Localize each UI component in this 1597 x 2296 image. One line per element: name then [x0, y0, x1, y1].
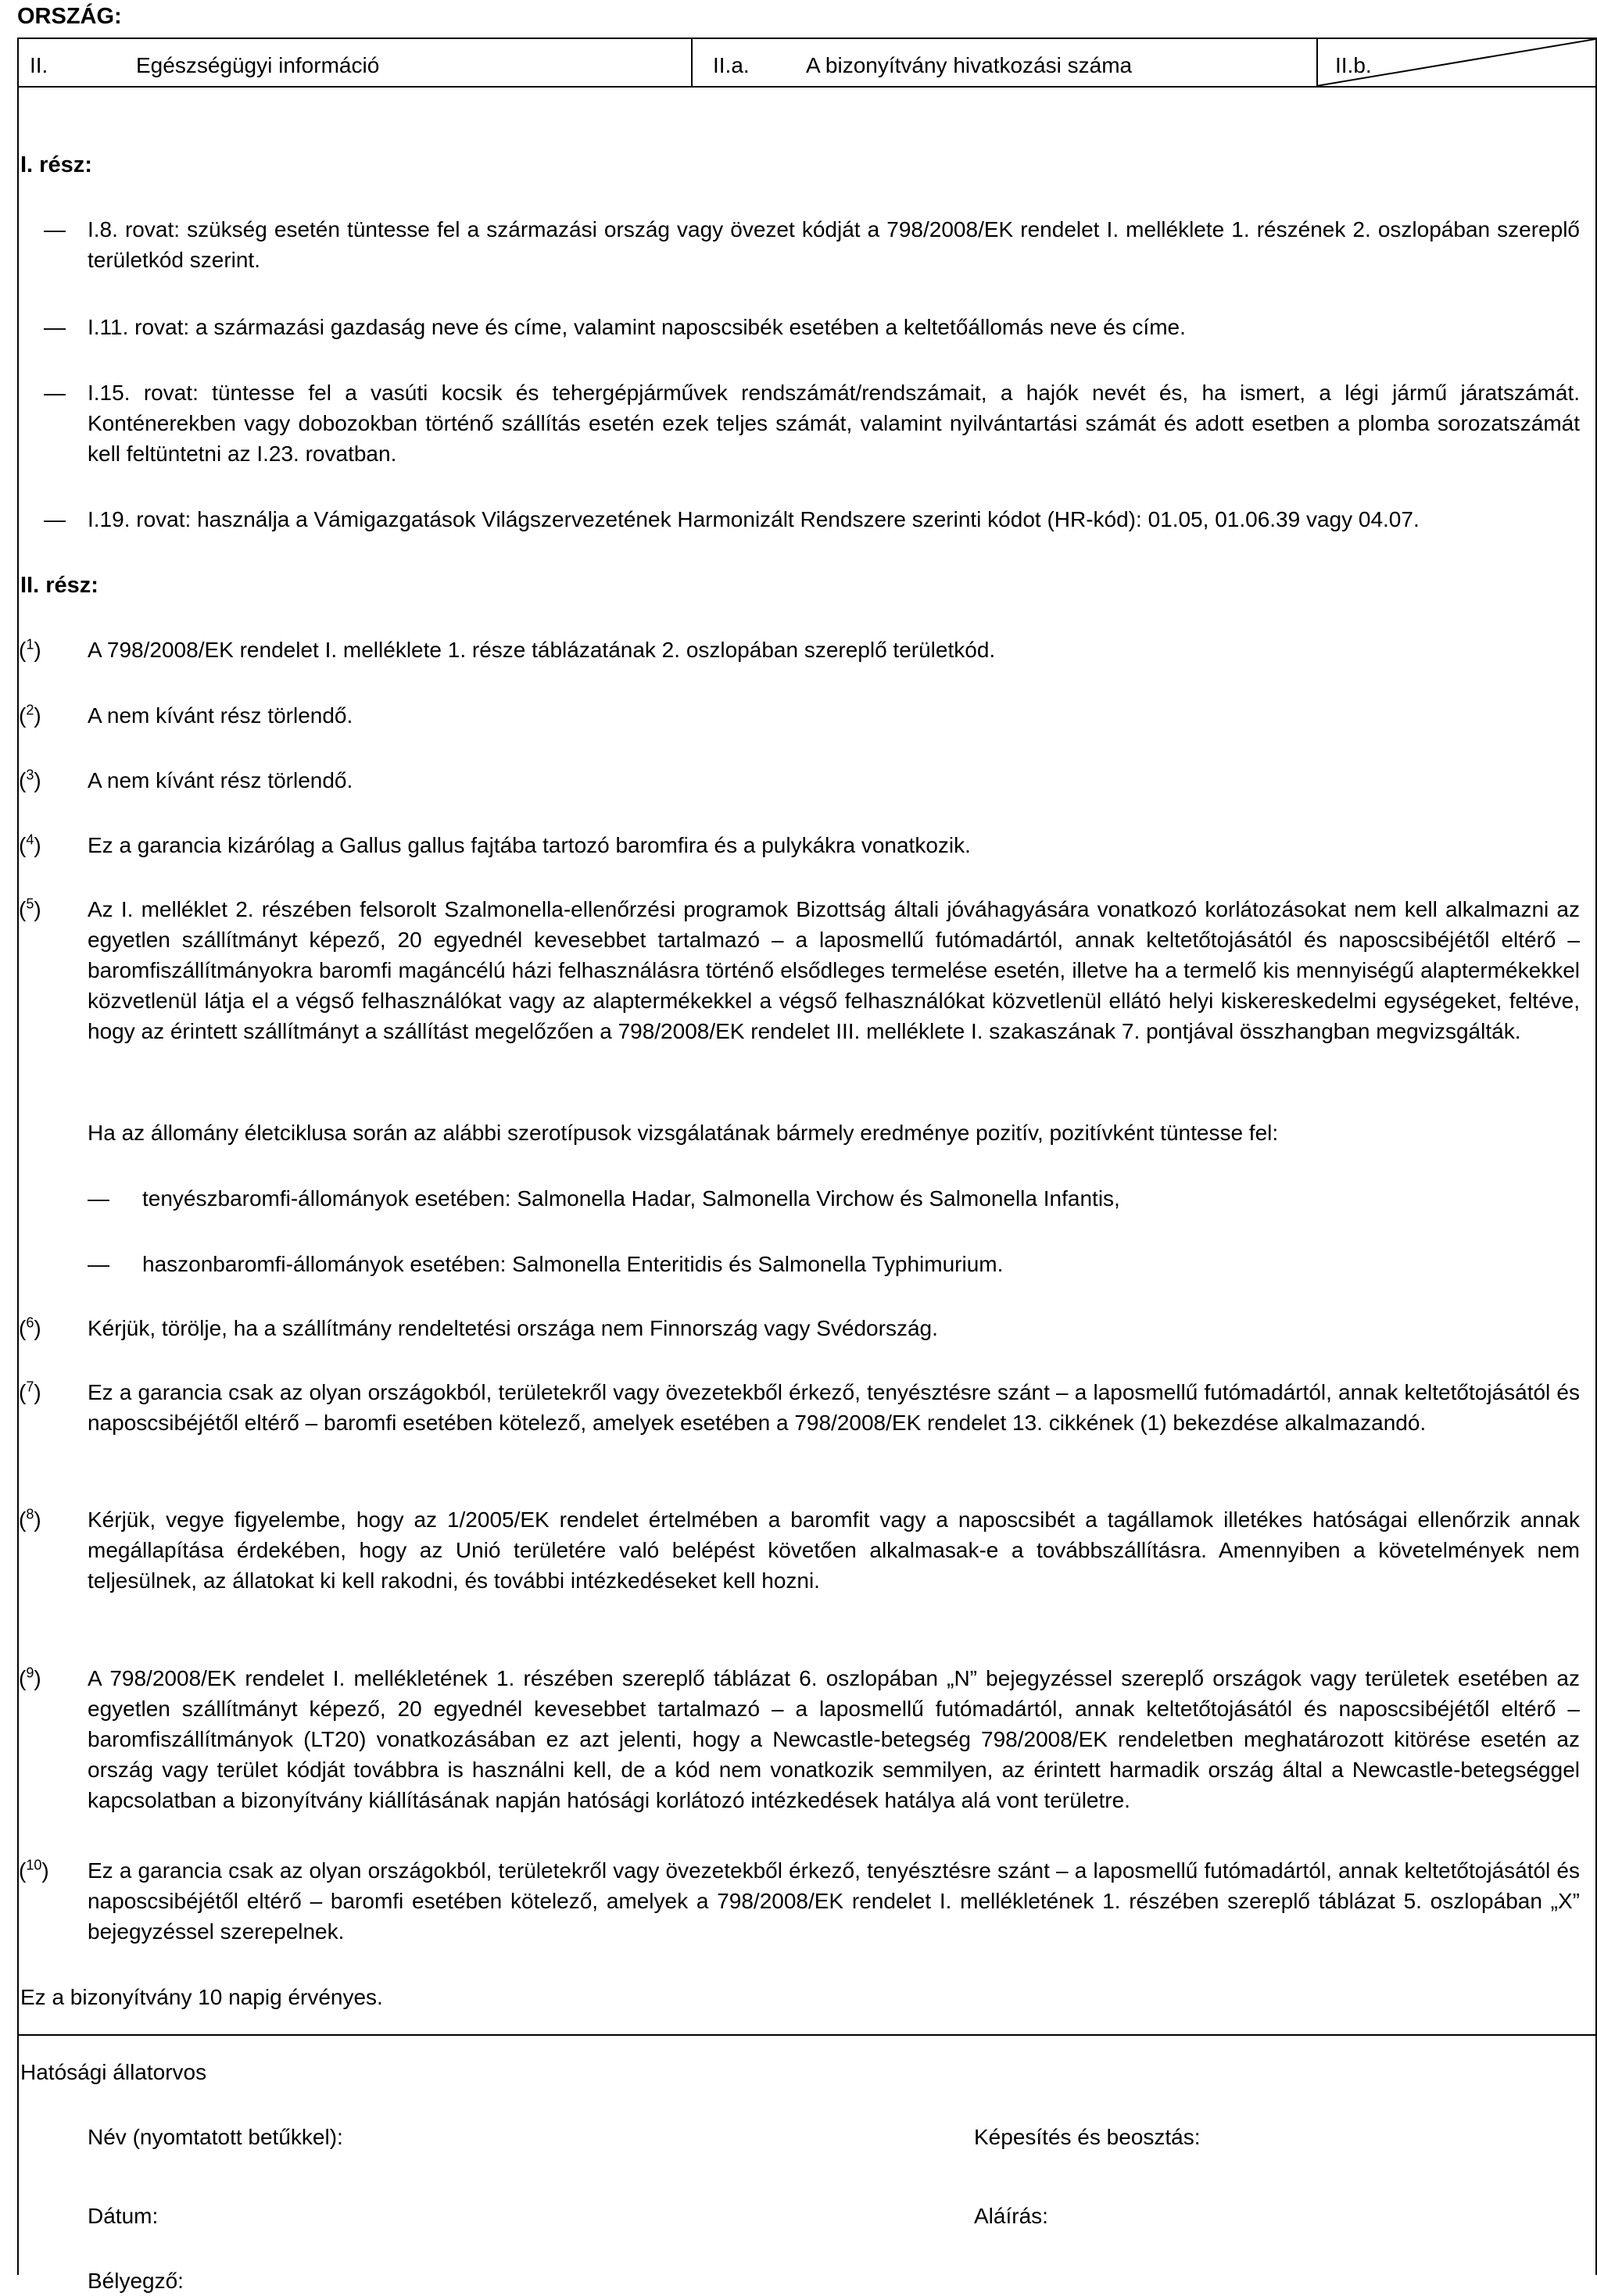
qualification-label: Képesítés és beosztás: [974, 2125, 1201, 2149]
footnote-number: ($^1$) [19, 636, 41, 662]
header-cell-health-info [19, 39, 691, 86]
header-col1-title: Egészségügyi információ [136, 53, 380, 77]
signature-label: Aláírás: [974, 2204, 1048, 2228]
header-diagonal-line [1316, 39, 1595, 86]
serotype-item: haszonbaromfi-állományok esetében: Salmonella Enteritidis és Salmonella Typhimurium. [142, 1252, 1004, 1276]
part1-item-text: I.15. rovat: tüntesse fel a vasúti kocsik és tehergépjárművek rendszámát/rendszámait, a hajók nevét és, ha ismert, a légi jármű járatszámát. Konténerekben vagy dobozokban történő szállítás esetén ezek teljes számát, valamint nyilvántartási számát és adott esetben a plomba sorozatszámát kell feltüntetni az I.23. rovatban. [88, 381, 1580, 466]
header-col1-code: II. [30, 53, 48, 77]
footnote-text: A nem kívánt rész törlendő. [88, 768, 353, 792]
footnote-5-intro: Ha az állomány életciklusa során az alábbi szerotípusok vizsgálatának bármely eredménye pozitív, pozitívként tüntesse fel: [88, 1121, 1279, 1145]
header-col2-title: A bizonyítvány hivatkozási száma [806, 53, 1133, 77]
signature-title: Hatósági állatorvos [20, 2060, 207, 2084]
footnote-number: ($^6$) [19, 1314, 41, 1340]
part2-title: II. rész: [20, 573, 98, 598]
validity-text: Ez a bizonyítvány 10 napig érvényes. [20, 1985, 383, 2009]
footnote-text: Az I. melléklet 2. részében felsorolt Szalmonella-ellenőrzési programok Bizottság általi jóváhagyására vonatkozó korlátozásokat nem kell alkalmazni az egyetlen szállítmányt képező, 20 egyednél kevesebbet tartalmazó – a laposmellű futómadártól, annak keltetőtojásától és naposcsibéjétől eltérő – baromfiszállítmányokra baromfi magáncélú házi felhasználásra történő elsődleges termelése esetén, illetve ha a termelő kis mennyiségű alaptermékekkel közvetlenül látja el a végső felhasználókat vagy az alaptermékekkel a végső felhasználókat közvetlenül ellátó helyi kiskereskedelmi egységeket, feltéve, hogy az érintett szállítmányt a szállítást megelőzően a 798/2008/EK rendelet III. melléklete I. szakaszának 7. pontjával összhangban megvizsgálták. [88, 897, 1580, 1043]
dash-marker: — [44, 507, 66, 531]
footnote-number: ($^9$) [19, 1665, 41, 1690]
footnote-number: ($^2$) [19, 702, 41, 728]
stamp-label: Bélyegző: [88, 2269, 184, 2293]
footnote-text: A nem kívánt rész törlendő. [88, 703, 353, 728]
dash-marker: — [88, 1186, 109, 1211]
footnote-text: Kérjük, törölje, ha a szállítmány rendeltetési országa nem Finnország vagy Svédország. [88, 1316, 938, 1340]
footnote-number: ($^8$) [19, 1506, 41, 1532]
dash-marker: — [44, 381, 66, 405]
footnote-number: ($^4$) [19, 831, 41, 857]
certificate-frame [17, 38, 1597, 2293]
part1-item-text: I.8. rovat: szükség esetén tüntesse fel a származási ország vagy övezet kódját a 798/2008/EK rendelet I. melléklete 1. részének 2. oszlopában szereplő területkód szerint. [88, 217, 1580, 272]
footnote-text: Kérjük, vegye figyelembe, hogy az 1/2005/EK rendelet értelmében a baromfit vagy a naposcsibét a tagállamok illetékes hatóságai ellenőrzik annak megállapítása érdekében, hogy az Unió területére való belépést követően alkalmasak-e a továbbszállításra. Amennyiben a követelmények nem teljesülnek, az állatokat ki kell rakodni, és további intézkedéseket kell hozni. [88, 1507, 1580, 1593]
name-label: Név (nyomtatott betűkkel): [88, 2125, 343, 2149]
footnote-text: A 798/2008/EK rendelet I. mellékletének 1. részében szereplő táblázat 6. oszlopában „N” bejegyzéssel szereplő országok vagy területek esetében az egyetlen szállítmányt képező, 20 egyednél kevesebbet tartalmazó – a laposmellű futómadártól, annak keltetőtojásától és naposcsibéjétől eltérő – baromfiszállítmányok (LT20) vonatkozásában ez azt jelenti, hogy a Newcastle-betegség 798/2008/EK rendeletben meghatározott kitörése esetén az ország vagy terület kódját továbbra is használni kell, de a kód nem vonatkozik semmilyen, az érintett harmadik ország által a Newcastle-betegséggel kapcsolatban a bizonyítvány kiállításának napján hatósági korlátozó intézkedések hatálya alá vont területre. [88, 1666, 1580, 1812]
header-row [19, 39, 1595, 88]
footnote-text: Ez a garancia csak az olyan országokból, területekről vagy övezetekből érkező, tenyésztésre szánt – a laposmellű futómadártól, annak keltetőtojásától és naposcsibéjétől eltérő – baromfi esetében kötelező, amelyek esetében a 798/2008/EK rendelet 13. cikkének (1) bekezdése alkalmazandó. [88, 1380, 1580, 1435]
footnote-text: Ez a garancia kizárólag a Gallus gallus fajtába tartozó baromfira és a pulykákra vonatkozik. [88, 833, 971, 857]
header-col3-code: II.b. [1335, 53, 1372, 77]
footnote-text: A 798/2008/EK rendelet I. melléklete 1. része táblázatának 2. oszlopában szereplő területkód. [88, 638, 996, 662]
header-col2-code: II.a. [713, 53, 750, 77]
dash-marker: — [44, 217, 66, 241]
part1-title: I. rész: [20, 152, 92, 177]
dash-marker: — [88, 1252, 109, 1276]
footnote-number: ($^3$) [19, 767, 41, 792]
part1-item-text: I.19. rovat: használja a Vámigazgatások Világszervezetének Harmonizált Rendszere szerinti kódot (HR-kód): 01.05, 01.06.39 vagy 04.07. [88, 507, 1420, 531]
signature-separator [19, 2034, 1595, 2036]
country-label: ORSZÁG: [17, 4, 122, 29]
dash-marker: — [44, 315, 66, 339]
footnote-text: Ez a garancia csak az olyan országokból, területekről vagy övezetekből érkező, tenyésztésre szánt – a laposmellű futómadártól, annak keltetőtojásától és naposcsibéjétől eltérő – baromfi esetében kötelező, amelyek a 798/2008/EK rendelet I. mellékletének 1. részében szereplő táblázat 5. oszlopában „X” bejegyzéssel szerepelnek. [88, 1858, 1580, 1944]
footnote-number: ($^7$) [19, 1379, 41, 1404]
part1-item-text: I.11. rovat: a származási gazdaság neve és címe, valamint naposcsibék esetében a keltetőállomás neve és címe. [88, 315, 1186, 339]
footnote-number: ($^{10}$) [19, 1857, 49, 1883]
header-cell-reference [693, 39, 1316, 86]
footnote-number: ($^5$) [19, 896, 41, 921]
serotype-item: tenyészbaromfi-állományok esetében: Salmonella Hadar, Salmonella Virchow és Salmonella Infantis, [142, 1186, 1120, 1211]
date-label: Dátum: [88, 2204, 159, 2228]
